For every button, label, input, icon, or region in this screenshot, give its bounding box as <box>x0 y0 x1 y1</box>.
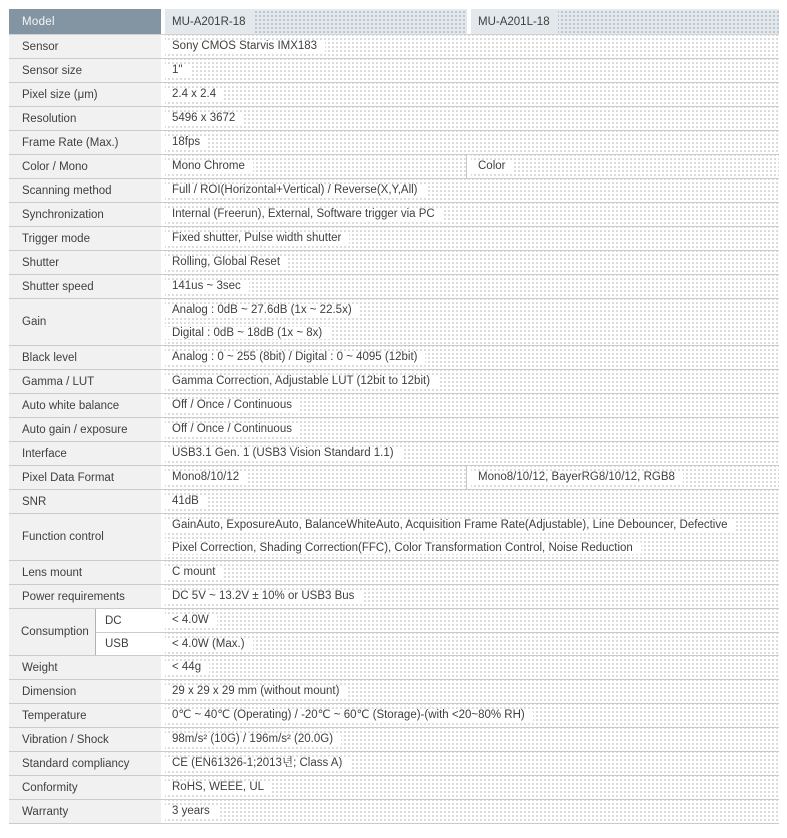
spec-label: Synchronization <box>9 203 161 226</box>
row-resolution <box>9 107 779 131</box>
spec-value: 3 years <box>165 805 218 817</box>
spec-value-cell <box>165 776 779 799</box>
row-auto-gain-exposure <box>9 418 779 442</box>
row-trigger-mode <box>9 227 779 251</box>
function-control-line2 <box>165 537 779 560</box>
spec-label: Gamma / LUT <box>9 370 161 393</box>
spec-value: DC 5V ~ 13.2V ± 10% or USB3 Bus <box>165 590 362 602</box>
row-warranty <box>9 800 779 824</box>
spec-label: Resolution <box>9 107 161 130</box>
spec-value-cell <box>165 442 779 465</box>
row-color-mono <box>9 155 779 179</box>
row-synchronization <box>9 203 779 227</box>
spec-label: Scanning method <box>9 179 161 202</box>
spec-value: 2.4 x 2.4 <box>165 88 224 100</box>
spec-value-cell <box>165 680 779 703</box>
spec-label: Trigger mode <box>9 227 161 250</box>
spec-value-cell <box>165 107 779 130</box>
spec-value-cell <box>165 227 779 250</box>
spec-value: Gamma Correction, Adjustable LUT (12bit to 12bit) <box>165 375 438 387</box>
spec-value: USB3.1 Gen. 1 (USB3 Vision Standard 1.1) <box>165 447 402 459</box>
spec-label: Auto white balance <box>9 394 161 417</box>
spec-label: Power requirements <box>9 585 161 608</box>
spec-value: < 44g <box>165 661 209 673</box>
model-name-left: MU-A201R-18 <box>165 11 254 33</box>
row-shutter <box>9 251 779 275</box>
spec-value: Internal (Freerun), External, Software trigger via PC <box>165 208 443 220</box>
spec-value: 141us ~ 3sec <box>165 280 249 292</box>
spec-value: Sony CMOS Starvis IMX183 <box>165 40 325 52</box>
spec-value: 5496 x 3672 <box>165 112 243 124</box>
row-temperature <box>9 704 779 728</box>
spec-value-cell-left <box>165 155 467 178</box>
row-auto-white-balance <box>9 394 779 418</box>
row-lens-mount <box>9 561 779 585</box>
row-pixel-size <box>9 83 779 107</box>
row-power-requirements <box>9 585 779 609</box>
consumption-usb-label: USB <box>96 633 161 655</box>
spec-value-left: Mono8/10/12 <box>165 471 247 483</box>
spec-value-cell <box>165 179 779 202</box>
spec-value: Digital : 0dB ~ 18dB (1x ~ 8x) <box>165 327 330 339</box>
spec-value-cell <box>165 83 779 106</box>
spec-value-cell <box>165 275 779 298</box>
spec-value-cell <box>165 656 779 679</box>
model-name-right: MU-A201L-18 <box>471 11 558 33</box>
spec-value-cell <box>165 299 779 345</box>
spec-label: Interface <box>9 442 161 465</box>
table-header-row <box>9 9 779 35</box>
spec-label: Pixel Data Format <box>9 466 161 489</box>
spec-value-left: Mono Chrome <box>165 160 253 172</box>
spec-label: Pixel size (μm) <box>9 83 161 106</box>
spec-label: Consumption <box>9 609 96 655</box>
spec-value: 0℃ ~ 40℃ (Operating) / -20℃ ~ 60℃ (Storage)-(with <20~80% RH) <box>165 709 533 721</box>
spec-value: Analog : 0 ~ 255 (8bit) / Digital : 0 ~ 4095 (12bit) <box>165 351 425 363</box>
spec-value-cell <box>165 370 779 393</box>
spec-value: RoHS, WEEE, UL <box>165 781 272 793</box>
spec-value-cell <box>165 561 779 584</box>
consumption-usb-value-cell <box>165 633 779 655</box>
spec-label: Standard compliancy <box>9 752 161 775</box>
spec-value: Off / Once / Continuous <box>165 423 300 435</box>
gain-analog-line <box>165 299 779 322</box>
consumption-dc-value-cell <box>165 609 779 633</box>
row-consumption <box>9 609 779 656</box>
spec-value: C mount <box>165 566 223 578</box>
spec-label: Shutter speed <box>9 275 161 298</box>
spec-value-cell <box>165 346 779 369</box>
row-shutter-speed <box>9 275 779 299</box>
spec-value: GainAuto, ExposureAuto, BalanceWhiteAuto, Acquisition Frame Rate(Adjustable), Line Debouncer, Defective <box>165 519 736 531</box>
spec-value-cell <box>165 514 779 560</box>
spec-label: Sensor <box>9 35 161 58</box>
spec-label: Weight <box>9 656 161 679</box>
spec-value-cell <box>165 59 779 82</box>
spec-value-cell <box>165 728 779 751</box>
spec-label: Lens mount <box>9 561 161 584</box>
spec-value: Rolling, Global Reset <box>165 256 288 268</box>
row-sensor-size <box>9 59 779 83</box>
spec-label: Function control <box>9 514 161 560</box>
spec-value-cell <box>165 704 779 727</box>
row-interface <box>9 442 779 466</box>
spec-value: Fixed shutter, Pulse width shutter <box>165 232 349 244</box>
spec-value: CE (EN61326-1;2013년; Class A) <box>165 757 350 769</box>
spec-value: 29 x 29 x 29 mm (without mount) <box>165 685 347 697</box>
spec-value: 18fps <box>165 136 208 148</box>
spec-value-cell <box>165 394 779 417</box>
spec-value: Off / Once / Continuous <box>165 399 300 411</box>
row-black-level <box>9 346 779 370</box>
gain-digital-line <box>165 322 779 345</box>
header-model-right-cell <box>471 9 779 34</box>
row-weight <box>9 656 779 680</box>
spec-value: 98m/s² (10G) / 196m/s² (20.0G) <box>165 733 341 745</box>
spec-label: Conformity <box>9 776 161 799</box>
spec-label: Frame Rate (Max.) <box>9 131 161 154</box>
spec-label: Warranty <box>9 800 161 823</box>
spec-label: SNR <box>9 490 161 513</box>
spec-value-cell <box>165 131 779 154</box>
row-sensor <box>9 35 779 59</box>
row-standard-compliancy <box>9 752 779 776</box>
spec-label: Temperature <box>9 704 161 727</box>
spec-value-right: Mono8/10/12, BayerRG8/10/12, RGB8 <box>471 471 683 483</box>
spec-label: Auto gain / exposure <box>9 418 161 441</box>
row-pixel-data-format <box>9 466 779 490</box>
spec-value: 41dB <box>165 495 207 507</box>
spec-value-cell <box>165 585 779 608</box>
row-vibration-shock <box>9 728 779 752</box>
spec-value-cell <box>165 800 779 823</box>
spec-label: Shutter <box>9 251 161 274</box>
header-model-label: Model <box>9 9 161 34</box>
spec-value-cell <box>165 203 779 226</box>
consumption-dc-value: < 4.0W <box>165 614 217 626</box>
consumption-usb-value: < 4.0W (Max.) <box>165 638 253 650</box>
row-snr <box>9 490 779 514</box>
spec-value: Analog : 0dB ~ 27.6dB (1x ~ 22.5x) <box>165 304 360 316</box>
spec-label: Dimension <box>9 680 161 703</box>
row-conformity <box>9 776 779 800</box>
spec-value-cell <box>165 418 779 441</box>
row-frame-rate <box>9 131 779 155</box>
spec-label: Sensor size <box>9 59 161 82</box>
consumption-dc-label: DC <box>96 609 161 633</box>
spec-value: 1" <box>165 64 190 76</box>
camera-spec-table <box>9 9 779 824</box>
spec-value-cell <box>165 752 779 775</box>
spec-value-cell <box>165 490 779 513</box>
spec-value-cell-left <box>165 466 467 489</box>
spec-label: Vibration / Shock <box>9 728 161 751</box>
spec-label: Color / Mono <box>9 155 161 178</box>
spec-value-cell <box>165 35 779 58</box>
row-dimension <box>9 680 779 704</box>
spec-label: Black level <box>9 346 161 369</box>
row-function-control <box>9 514 779 561</box>
spec-value-cell-right <box>471 466 779 489</box>
function-control-line1 <box>165 514 779 537</box>
spec-value-cell-right <box>471 155 779 178</box>
row-scanning-method <box>9 179 779 203</box>
row-gamma-lut <box>9 370 779 394</box>
spec-value: Full / ROI(Horizontal+Vertical) / Reverse(X,Y,All) <box>165 184 426 196</box>
spec-label: Gain <box>9 299 161 345</box>
spec-value: Pixel Correction, Shading Correction(FFC), Color Transformation Control, Noise Reduction <box>165 542 641 554</box>
header-model-left-cell <box>165 9 467 34</box>
row-gain <box>9 299 779 346</box>
spec-value-cell <box>165 251 779 274</box>
spec-value-right: Color <box>471 160 513 172</box>
